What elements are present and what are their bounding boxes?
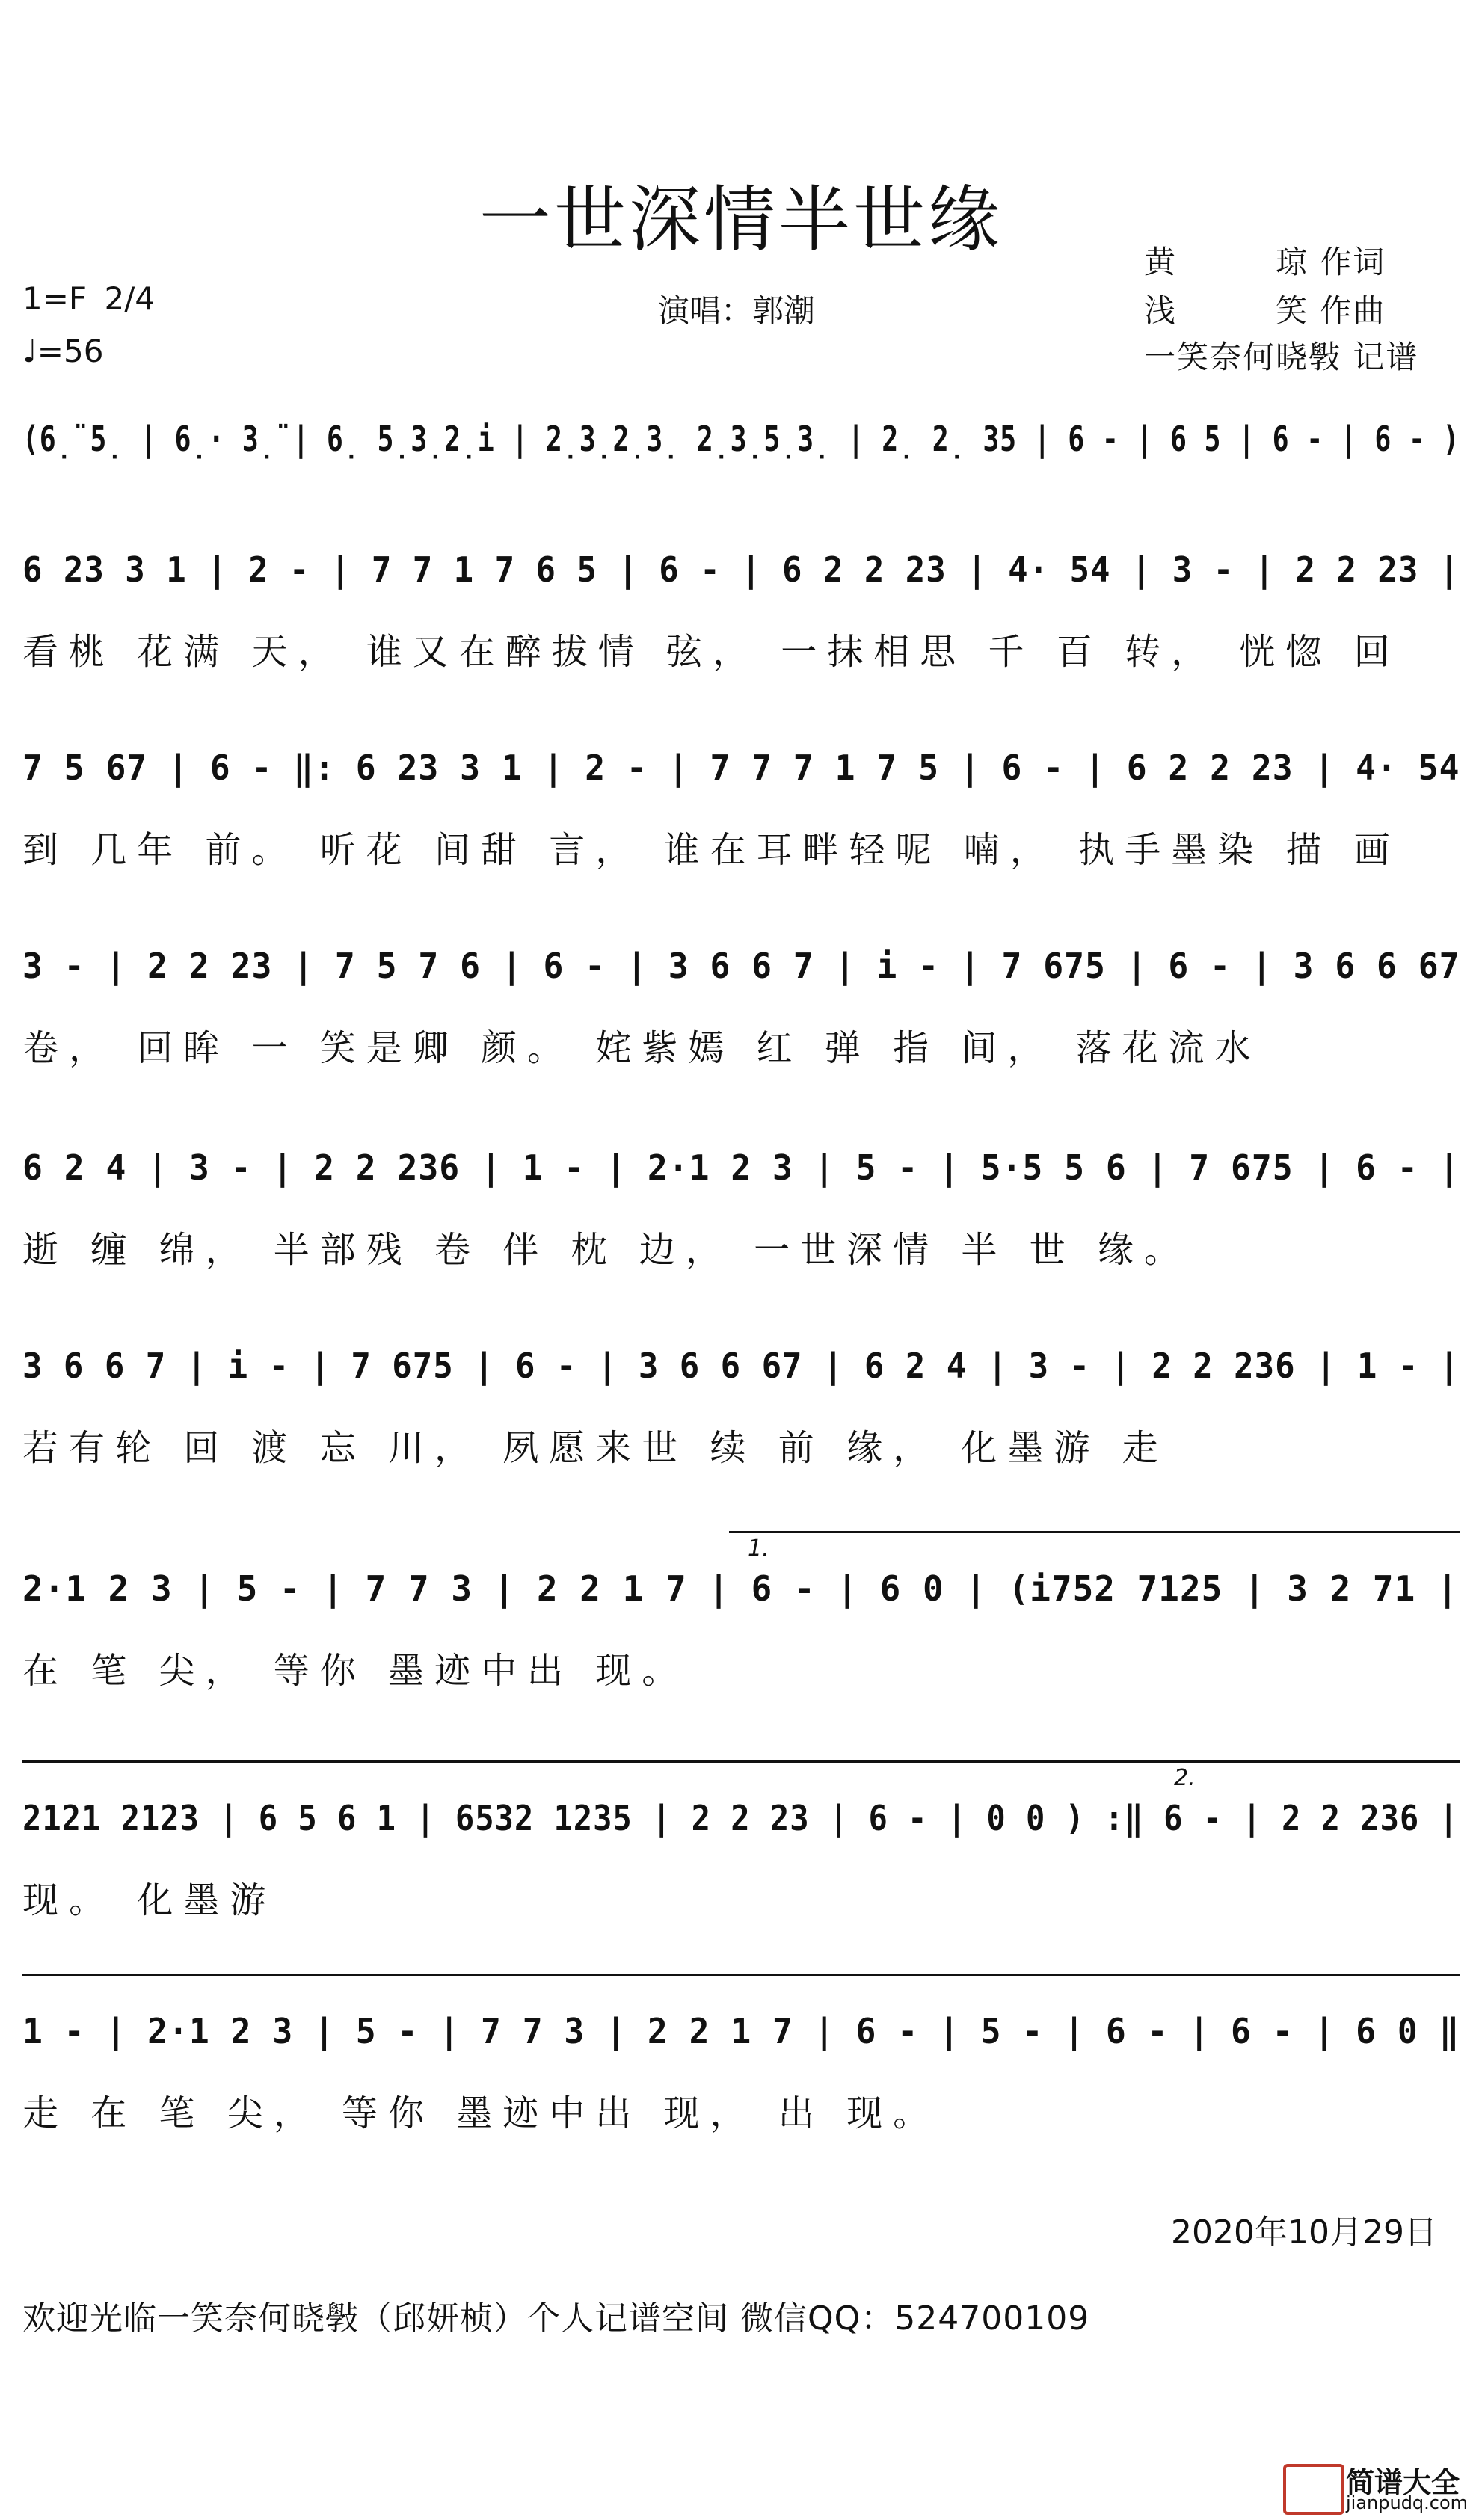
notation-line: 6 2 4 | 3 - | 2 2 236 | 1 - | 2·1 2 3 | 5 - | 5·5 5 6 | 7 675 | 6 - |: [22, 1147, 1460, 1188]
lyricist-credit: 黄 琼 作词: [1144, 244, 1386, 280]
score-system-7: [22, 1535, 1460, 1692]
site-watermark: [1283, 2459, 1470, 2516]
notation-line: 2121 2123 | 6 5 6 1 | 6532 1235 | 2 2 23 | 6 - | 0 0 ) :‖ 6 - | 2 2 236 |: [22, 1798, 1459, 1838]
tempo-marking: ♩=56: [22, 333, 104, 369]
notation-line: 1 - | 2·1 2 3 | 5 - | 7 7 3 | 2 2 1 7 | 6 - | 5 - | 6 - | 6 - | 6 0 ‖: [22, 2011, 1460, 2051]
score-system-4: [22, 946, 1460, 1069]
notation-line: 6 23 3 1 | 2 - | 7 7 1 7 6 5 | 6 - | 6 2 2 23 | 4· 54 | 3 - | 2 2 23 |: [22, 549, 1460, 590]
score-system-5: [22, 1147, 1460, 1271]
score-system-9: [22, 2011, 1460, 2134]
lyrics-line: 在 笔 尖， 等你 墨迹中出 现。: [22, 1650, 689, 1692]
key-label: 1=F: [22, 280, 87, 317]
composer-credit: 浅 笑 作曲: [1144, 292, 1386, 329]
lyrics-line: 走 在 笔 尖， 等你 墨迹中出 现， 出 现。: [22, 2092, 940, 2134]
notation-line: 7 5 67 | 6 - ‖: 6 23 3 1 | 2 - | 7 7 7 1 7 5 | 6 - | 6 2 2 23 | 4· 54: [22, 748, 1460, 788]
transcriber-credit: 一笑奈何晓斅 记谱: [1144, 339, 1419, 375]
notation-line: 3 6 6 7 | i - | 7 675 | 6 - | 3 6 6 67 | 6 2 4 | 3 - | 2 2 236 | 1 - |: [22, 1346, 1460, 1386]
notation-line: (6̣̈ 5̣ | 6̣· 3̣̈ | 6̣ 5̣3̣2̣i | 2̣3̣2̣3̣ 2̣3̣5̣3̣ | 2̣ 2̣ 35 | 6 - | 6 5 | 6 - | 6 - ): [22, 419, 1460, 459]
watermark-site: jianpudq.com: [1346, 2492, 1469, 2513]
score-system-3: [22, 748, 1460, 871]
score-system-8: [22, 1765, 1460, 1921]
date-stamp: 2020年10月29日: [1171, 2214, 1437, 2252]
lyrics-line: 若有轮 回 渡 忘 川， 夙愿来世 续 前 缘， 化墨游 走: [22, 1427, 1169, 1469]
score-system-1: [22, 419, 1460, 523]
lyrics-line: 看桃 花满 天， 谁又在醉拔情 弦， 一抹相思 千 百 转， 恍惚 回: [22, 631, 1400, 673]
second-ending-number: 2.: [1174, 1765, 1196, 1791]
key-signature: [22, 280, 155, 317]
volta-bracket-line: [22, 1974, 1460, 1976]
score-system-2: [22, 549, 1460, 673]
lyrics-line: 到 几年 前。 听花 间甜 言， 谁在耳畔轻呢 喃， 执手墨染 描 画: [22, 829, 1400, 871]
watermark-brand: 简谱大全: [1346, 2466, 1460, 2499]
time-signature: 2/4: [104, 280, 156, 317]
lyrics-line: 逝 缠 绵， 半部残 卷 伴 枕 边， 一世深情 半 世 缘。: [22, 1229, 1190, 1271]
footer-note: 欢迎光临一笑奈何晓斅（邱妍桢）个人记谱空间 微信QQ：524700109: [22, 2299, 1090, 2338]
notation-line: 2·1 2 3 | 5 - | 7 7 3 | 2 2 1 7 | 6 - | 6 0 | (i752 7125 | 3 2 71 |: [22, 1568, 1459, 1609]
lyrics-line: 卷， 回眸 一 笑是卿 颜。 姹紫嫣 红 弹 指 间， 落花流水: [22, 1027, 1261, 1069]
score-system-6: [22, 1346, 1460, 1469]
notation-line: 3 - | 2 2 23 | 7 5 7 6 | 6 - | 3 6 6 7 | i - | 7 675 | 6 - | 3 6 6 67: [22, 946, 1460, 986]
piano-logo-icon: [1283, 2464, 1344, 2515]
volta-bracket-line: [729, 1531, 1460, 1533]
page-title: 一世深情半世缘: [479, 178, 1003, 262]
lyrics-line: 现。 化墨游: [22, 1879, 277, 1921]
first-ending-number: 1.: [748, 1535, 769, 1562]
volta-bracket-line: [22, 1760, 1460, 1763]
singer-credit: 演唱：郭潮: [658, 292, 816, 329]
